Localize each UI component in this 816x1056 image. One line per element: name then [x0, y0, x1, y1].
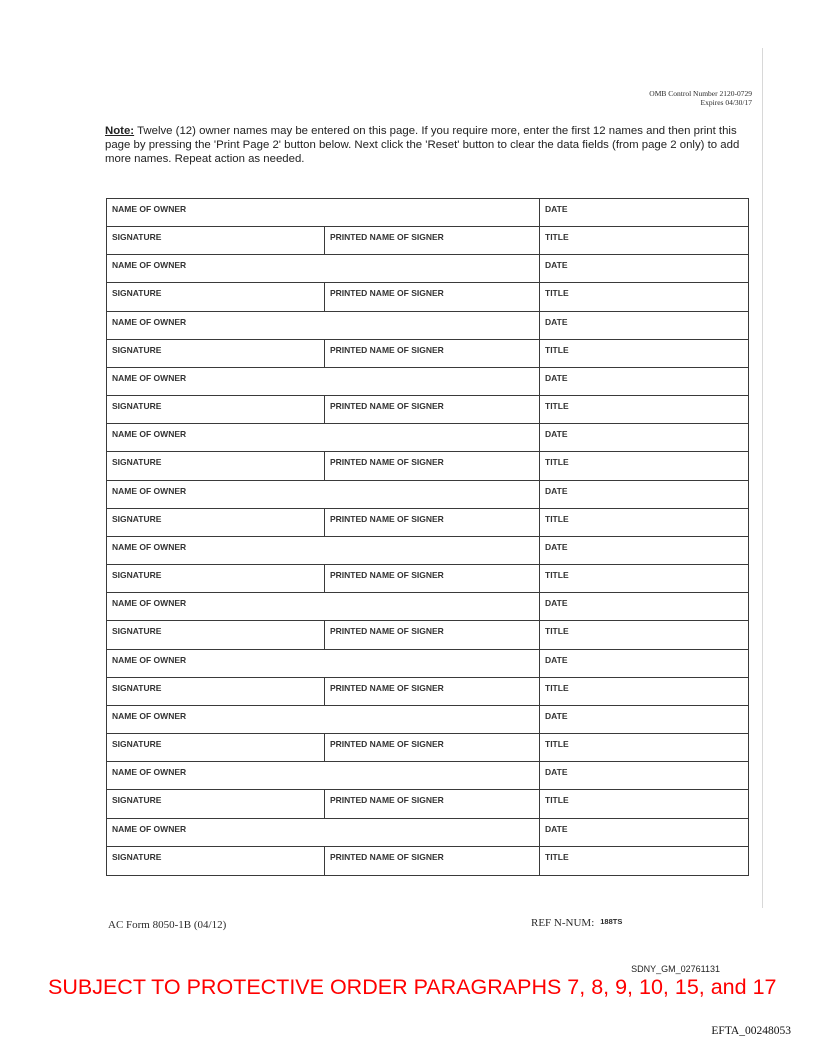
bates-number: SDNY_GM_02761131	[631, 964, 720, 974]
printed-name-field[interactable]: PRINTED NAME OF SIGNER	[324, 621, 539, 648]
signature-field[interactable]: SIGNATURE	[112, 513, 162, 524]
signer-row	[107, 621, 748, 649]
signer-row	[107, 734, 748, 762]
date-field[interactable]: DATE	[539, 424, 748, 451]
note-text: Twelve (12) owner names may be entered on this page. If you require more, enter the first 12 names and then print this page by pressing the 'Print Page 2' button below. Next click the 'Reset' button to clear the data fields (from page 2 only) to add more names. Repeat action as needed.	[105, 125, 740, 166]
title-field[interactable]: TITLE	[539, 847, 748, 875]
form-identifier: AC Form 8050-1B (04/12)	[108, 919, 227, 931]
signature-field[interactable]: SIGNATURE	[112, 739, 162, 750]
date-field[interactable]: DATE	[539, 312, 748, 339]
date-field[interactable]: DATE	[539, 819, 748, 846]
owner-row	[107, 199, 748, 227]
signature-field[interactable]: SIGNATURE	[112, 626, 162, 637]
printed-name-field[interactable]: PRINTED NAME OF SIGNER	[324, 396, 539, 423]
owners-table	[106, 198, 749, 876]
printed-name-field[interactable]: PRINTED NAME OF SIGNER	[324, 565, 539, 592]
signer-row	[107, 678, 748, 706]
title-field[interactable]: TITLE	[539, 509, 748, 536]
date-field[interactable]: DATE	[539, 593, 748, 620]
title-field[interactable]: TITLE	[539, 565, 748, 592]
omb-expiration: Expires 04/30/17	[700, 98, 752, 107]
signer-row	[107, 396, 748, 424]
date-field[interactable]: DATE	[539, 650, 748, 677]
printed-name-field[interactable]: PRINTED NAME OF SIGNER	[324, 509, 539, 536]
printed-name-field[interactable]: PRINTED NAME OF SIGNER	[324, 283, 539, 310]
printed-name-field[interactable]: PRINTED NAME OF SIGNER	[324, 847, 539, 875]
instruction-note	[105, 124, 745, 167]
name-of-owner-field[interactable]: NAME OF OWNER	[112, 710, 187, 721]
printed-name-field[interactable]: PRINTED NAME OF SIGNER	[324, 678, 539, 705]
owner-row	[107, 762, 748, 790]
printed-name-field[interactable]: PRINTED NAME OF SIGNER	[324, 790, 539, 817]
signer-row	[107, 283, 748, 311]
title-field[interactable]: TITLE	[539, 227, 748, 254]
signature-field[interactable]: SIGNATURE	[112, 457, 162, 468]
signer-row	[107, 340, 748, 368]
owner-row	[107, 593, 748, 621]
omb-control-number: OMB Control Number 2120-0729	[649, 89, 752, 98]
date-field[interactable]: DATE	[539, 255, 748, 282]
title-field[interactable]: TITLE	[539, 734, 748, 761]
date-field[interactable]: DATE	[539, 706, 748, 733]
owner-row	[107, 537, 748, 565]
name-of-owner-field[interactable]: NAME OF OWNER	[112, 767, 187, 778]
name-of-owner-field[interactable]: NAME OF OWNER	[112, 654, 187, 665]
title-field[interactable]: TITLE	[539, 790, 748, 817]
title-field[interactable]: TITLE	[539, 396, 748, 423]
ref-value: 188TS	[600, 917, 623, 926]
owner-row	[107, 706, 748, 734]
name-of-owner-field[interactable]: NAME OF OWNER	[112, 204, 187, 214]
owner-row	[107, 481, 748, 509]
title-field[interactable]: TITLE	[539, 452, 748, 479]
signer-row	[107, 452, 748, 480]
title-field[interactable]: TITLE	[539, 621, 748, 648]
signature-field[interactable]: SIGNATURE	[112, 401, 162, 412]
signer-row	[107, 565, 748, 593]
signer-row	[107, 227, 748, 255]
note-label: Note:	[105, 125, 135, 137]
name-of-owner-field[interactable]: NAME OF OWNER	[112, 316, 187, 327]
date-field[interactable]: DATE	[539, 762, 748, 789]
printed-name-field[interactable]: PRINTED NAME OF SIGNER	[324, 452, 539, 479]
omb-control-block	[649, 89, 752, 107]
printed-name-field[interactable]: PRINTED NAME OF SIGNER	[324, 227, 539, 254]
name-of-owner-field[interactable]: NAME OF OWNER	[112, 485, 187, 496]
date-field[interactable]: DATE	[539, 368, 748, 395]
title-field[interactable]: TITLE	[539, 678, 748, 705]
signature-field[interactable]: SIGNATURE	[112, 232, 162, 243]
printed-name-field[interactable]: PRINTED NAME OF SIGNER	[324, 734, 539, 761]
name-of-owner-field[interactable]: NAME OF OWNER	[112, 541, 187, 552]
owner-row	[107, 312, 748, 340]
owner-row	[107, 424, 748, 452]
ref-label: REF N-NUM:	[531, 917, 595, 929]
signature-field[interactable]: SIGNATURE	[112, 795, 162, 806]
date-field[interactable]: DATE	[539, 481, 748, 508]
owner-row	[107, 819, 748, 847]
name-of-owner-field[interactable]: NAME OF OWNER	[112, 260, 187, 271]
signer-row	[107, 790, 748, 818]
date-field[interactable]: DATE	[539, 199, 748, 226]
date-field[interactable]: DATE	[539, 537, 748, 564]
title-field[interactable]: TITLE	[539, 340, 748, 367]
printed-name-field[interactable]: PRINTED NAME OF SIGNER	[324, 340, 539, 367]
signature-field[interactable]: SIGNATURE	[112, 344, 162, 355]
owner-row	[107, 255, 748, 283]
scan-edge-line	[762, 48, 763, 908]
reference-number	[531, 917, 622, 929]
signature-field[interactable]: SIGNATURE	[112, 288, 162, 299]
owner-row	[107, 650, 748, 678]
owner-row	[107, 368, 748, 396]
name-of-owner-field[interactable]: NAME OF OWNER	[112, 429, 187, 440]
signer-row	[107, 847, 748, 875]
name-of-owner-field[interactable]: NAME OF OWNER	[112, 372, 187, 383]
signature-field[interactable]: SIGNATURE	[112, 682, 162, 693]
signature-field[interactable]: SIGNATURE	[112, 851, 162, 862]
efta-number: EFTA_00248053	[711, 1025, 791, 1037]
name-of-owner-field[interactable]: NAME OF OWNER	[112, 823, 187, 834]
signature-field[interactable]: SIGNATURE	[112, 570, 162, 581]
title-field[interactable]: TITLE	[539, 283, 748, 310]
protective-order-stamp: SUBJECT TO PROTECTIVE ORDER PARAGRAPHS 7, 8, 9, 10, 15, and 17	[48, 975, 777, 999]
name-of-owner-field[interactable]: NAME OF OWNER	[112, 598, 187, 609]
signer-row	[107, 509, 748, 537]
